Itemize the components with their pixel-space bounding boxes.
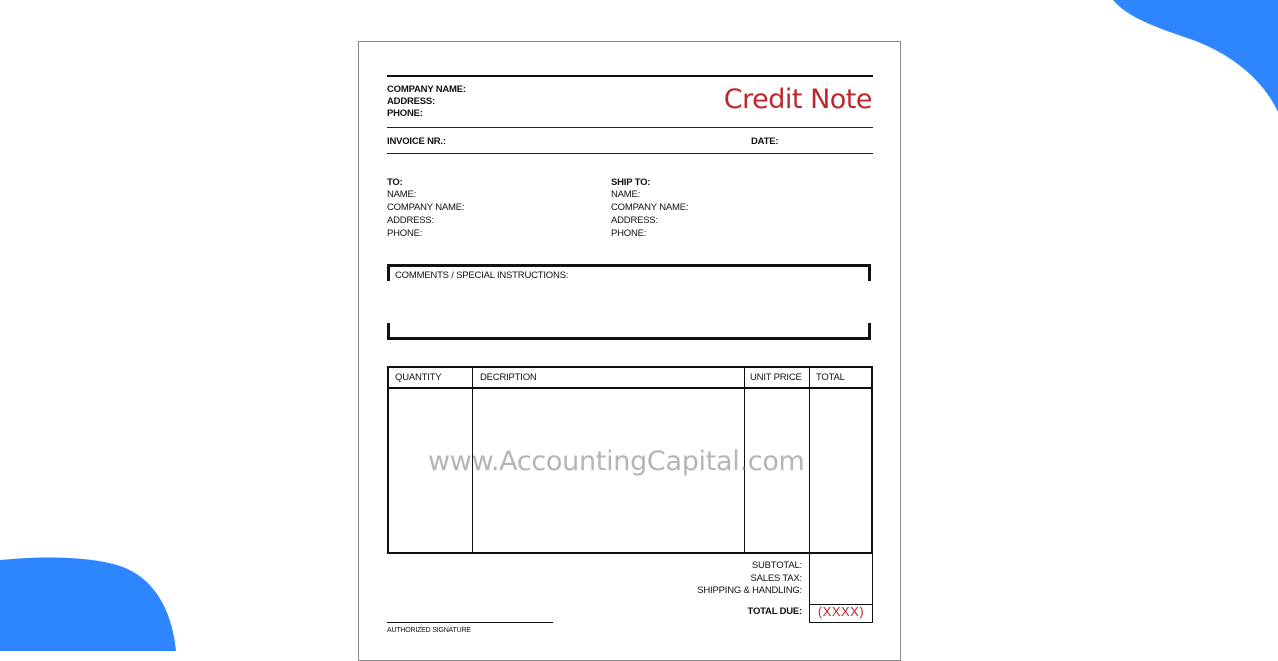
bill-to-heading: TO: — [387, 177, 403, 188]
subtotal-label: SUBTOTAL: — [751, 560, 802, 571]
shipping-label: SHIPPING & HANDLING: — [697, 585, 802, 596]
top-rule — [387, 75, 873, 77]
bill-to-phone: PHONE: — [387, 228, 423, 239]
table-header-description: DECRIPTION — [480, 372, 537, 383]
signature-label: AUTHORIZED SIGNATURE — [387, 627, 471, 634]
table-header-unit-price: UNIT PRICE — [750, 372, 802, 383]
table-header-quantity: QUANTITY — [395, 372, 442, 383]
watermark: www.AccountingCapital.com — [428, 446, 805, 477]
total-due-value: (XXXX) — [817, 604, 865, 619]
ship-to-address: ADDRESS: — [611, 215, 658, 226]
bill-to-name: NAME: — [387, 189, 417, 200]
bill-to-address: ADDRESS: — [387, 215, 434, 226]
invoice-divider — [387, 153, 873, 154]
sales-tax-label: SALES TAX: — [750, 573, 802, 584]
ship-to-phone: PHONE: — [611, 228, 647, 239]
phone-label: PHONE: — [387, 108, 423, 119]
company-name-label: COMPANY NAME: — [387, 84, 466, 95]
total-due-label: TOTAL DUE: — [747, 606, 802, 617]
table-header-total: TOTAL — [816, 372, 845, 383]
invoice-number-label: INVOICE NR.: — [387, 136, 446, 147]
signature-line — [387, 622, 553, 623]
ship-to-company: COMPANY NAME: — [611, 202, 689, 213]
ship-to-heading: SHIP TO: — [611, 177, 651, 188]
address-label: ADDRESS: — [387, 96, 436, 107]
header-divider — [387, 127, 873, 128]
corner-decoration-bottom-left — [0, 556, 176, 651]
document-title: Credit Note — [723, 84, 872, 115]
ship-to-name: NAME: — [611, 189, 641, 200]
date-label: DATE: — [751, 136, 779, 147]
corner-decoration-top-right — [1113, 0, 1278, 112]
bill-to-company: COMPANY NAME: — [387, 202, 465, 213]
comments-label: COMMENTS / SPECIAL INSTRUCTIONS: — [395, 270, 569, 281]
